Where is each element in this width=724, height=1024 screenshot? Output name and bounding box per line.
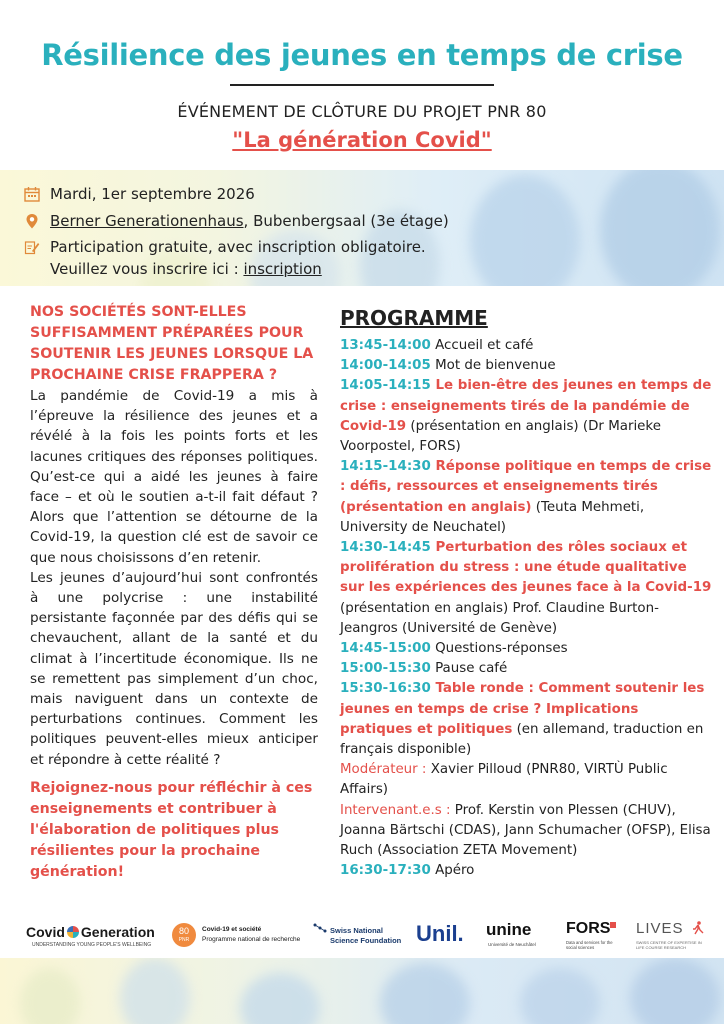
bottom-decorative-band [0,958,724,1024]
location-pin-icon [24,213,40,229]
lives-figure-icon [692,921,704,935]
pen-signup-icon [24,239,40,255]
pnr80-logo: 80 PNR Covid-19 et société Programme national de recherche [172,918,302,958]
covid-generation-mark-icon [66,925,80,939]
intro-column [30,302,318,883]
intro-paragraph-1: La pandémie de Covid-19 a mis à l’épreuve la résilience des jeunes et a révélé à la fois les points forts et les lacunes critiques des réponses politiques. Qu’est-ce qui a aidé les jeunes à faire face – et où le soutien a-t-il fait défaut ? Alors que l’attention se détourne de la Covid-19, la question clé est de savoir ce que nous choisissons d’en retenir. [30,388,318,566]
partner-logos [0,918,724,958]
intro-lead: NOS SOCIÉTÉS SONT-ELLES SUFFISAMMENT PRÉPARÉES POUR SOUTENIR LES JEUNES LORSQUE LA PROCHAINE CRISE FRAPPERA ? [30,304,314,383]
covid-generation-logo: Covid Generation UNDERSTANDING YOUNG PEOPLE'S WELLBEING [26,924,155,948]
intro-paragraph-2: Les jeunes d’aujourd’hui sont confrontés à une polycrise : une instabilité persistante façonnée par des défis qui se chevauchent, allant de la santé et du climat à l’incertitude économique. Ils ne se remettent pas simplement d’un choc, mais naviguent dans un contexte de perturbations continues. Comment les politiques peuvent-elles mieux anticiper et répondre à cette réalité ? [30,569,318,768]
unil-logo: Unil. [416,921,464,946]
programme-item: 15:30-16:30 Table ronde : Comment soutenir les jeunes en temps de crise ? Implications pratiques et politiques (en allemand, traduction en français disponible) [340,681,705,758]
snsf-logo: Swiss National Science Foundation [312,918,412,958]
programme-item: 16:30-17:30 Apéro [340,863,475,879]
unine-logo: unine Université de Neuchâtel [486,920,536,947]
registration-link[interactable]: inscription [243,260,322,278]
fors-square-icon [610,922,616,928]
info-band: Mardi, 1er septembre 2026 Berner Generationenhaus, Bubenbergsaal (3e étage) Participation gratuite, avec inscription obligatoire. Veuillez vous inscrire ici : inscription [0,170,724,286]
event-quote: "La génération Covid" [232,128,492,152]
intro-call-to-action: Rejoignez-nous pour réfléchir à ces enseignements et contribuer à l'élaboration de politiques plus résilientes pour la prochaine génération! [30,779,313,880]
page-title: Résilience des jeunes en temps de crise [41,38,683,72]
title-divider [230,84,494,86]
programme-item: 14:05-14:15 Le bien-être des jeunes en temps de crise : enseignements tirés de la pandémie de Covid-19 (présentation en anglais) (Dr Marieke Voorpostel, FORS) [340,378,712,455]
programme-item: 15:00-15:30 Pause café [340,661,508,677]
programme-speakers: Intervenant.e.s : Prof. Kerstin von Plessen (CHUV), Joanna Bärtschi (CDAS), Jann Schumacher (OFSP), Elisa Ruch (Association ZETA Movement) [340,802,711,859]
lives-logo: LIVES SWISS CENTRE OF EXPERTISE IN LIFE COURSE RESEARCH [636,918,716,958]
programme-title: PROGRAMME [340,306,488,330]
snsf-mark-icon [312,922,328,938]
programme-item: 14:45-15:00 Questions-réponses [340,641,568,657]
programme-item: 14:00-14:05 Mot de bienvenue [340,358,556,374]
venue-link[interactable]: Berner Generationenhaus [50,212,244,230]
programme-item: 14:30-14:45 Perturbation des rôles sociaux et prolifération du stress : une étude qualitative sur les expériences des jeunes face à la Covid-19 (présentation en anglais) Prof. Claudine Burton-Jeangros (Université de Genève) [340,540,712,636]
programme-item: 13:45-14:00 Accueil et café [340,338,534,353]
fors-logo: FORS Data and services for the social sciences [566,918,628,958]
programme-column [340,306,712,881]
calendar-icon [24,186,40,202]
programme-item: 14:15-14:30 Réponse politique en temps de crise : défis, ressources et enseignements tirés (présentation en anglais) (Teuta Mehmeti, University de Neuchatel) [340,459,712,535]
event-subtitle: ÉVÉNEMENT DE CLÔTURE DU PROJET PNR 80 [177,102,547,121]
programme-moderator: Modérateur : Xavier Pilloud (PNR80, VIRTÙ Public Affairs) [340,762,668,798]
